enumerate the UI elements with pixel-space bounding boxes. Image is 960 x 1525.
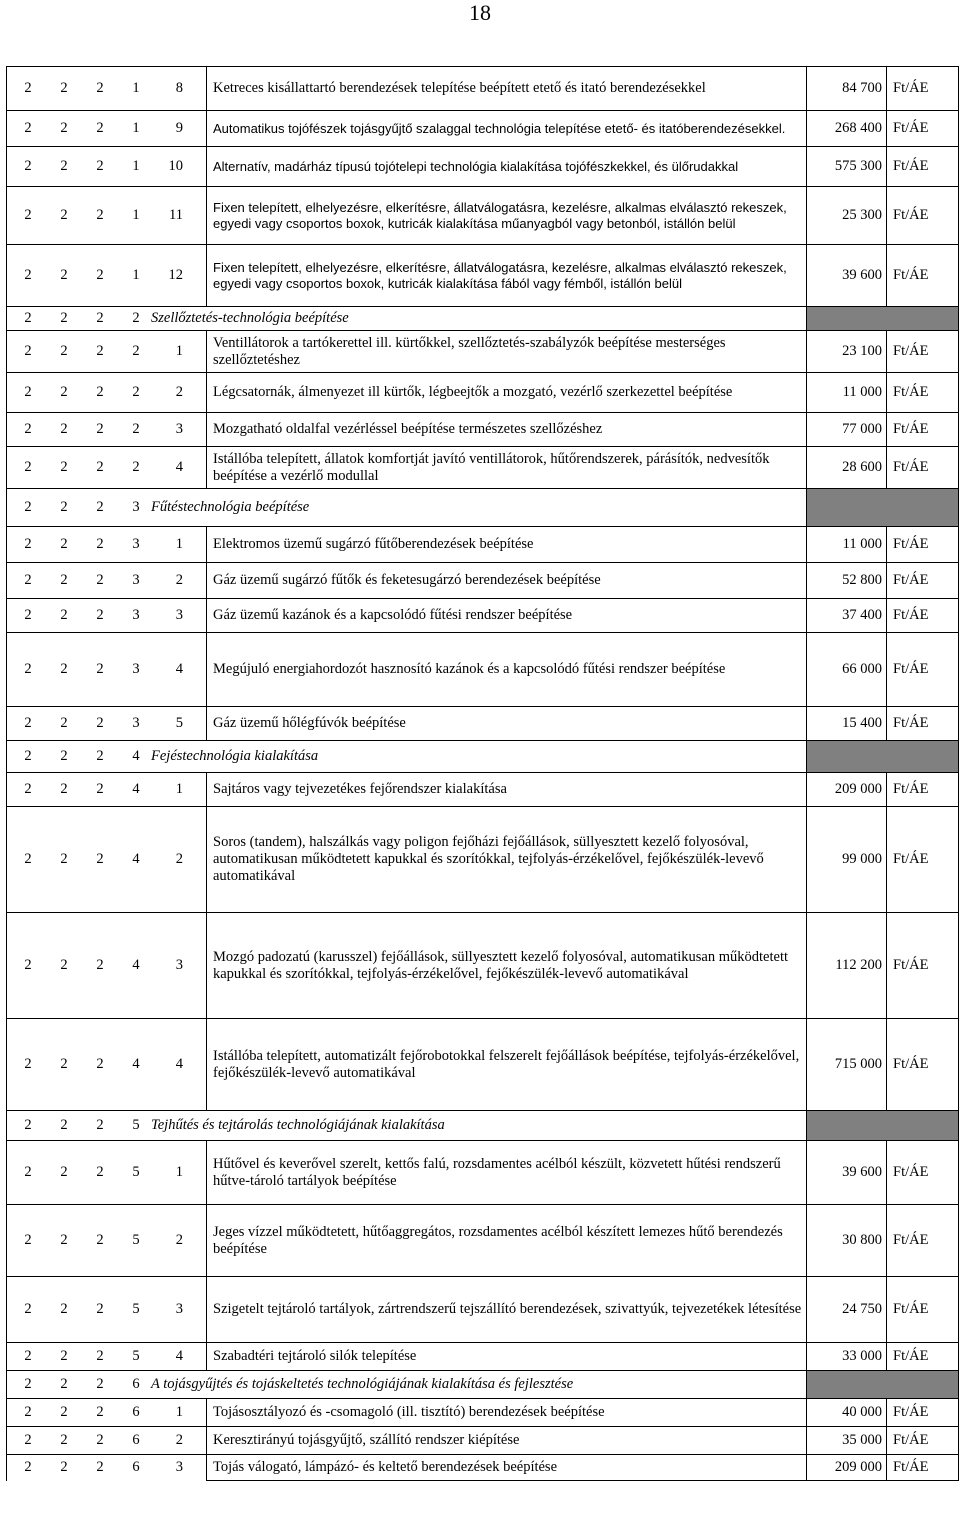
code-digit: 2 <box>60 421 68 437</box>
code-digit: 2 <box>60 1459 68 1476</box>
item-price: 11 000 <box>807 527 887 563</box>
code-digit: 6 <box>132 1459 140 1476</box>
code-digit: 2 <box>175 572 183 588</box>
code-cell <box>7 807 207 913</box>
code-digit: 1 <box>175 1404 183 1420</box>
item-unit: Ft/ÁE <box>887 1019 959 1111</box>
code-digit: 11 <box>169 207 183 223</box>
section-header <box>7 1371 807 1399</box>
code-digit: 2 <box>175 384 183 400</box>
code-digit: 2 <box>60 957 68 973</box>
code-cell <box>7 67 207 111</box>
item-price: 23 100 <box>807 331 887 373</box>
item-description: Hűtővel és keverővel szerelt, kettős falú, rozsdamentes acélból készült, közvetett hűtési rendszerű hűtve-tároló tartályok beépítése <box>207 1141 807 1205</box>
table-row <box>7 599 959 633</box>
code-cell <box>7 633 207 707</box>
code-digit: 6 <box>132 1432 140 1448</box>
item-description: Jeges vízzel működtetett, hűtőaggregátos, rozsdamentes acélból készített lemezes hűtő berendezés beépítése <box>207 1205 807 1277</box>
table-row <box>7 67 959 111</box>
code-digit: 2 <box>60 1232 68 1248</box>
item-unit: Ft/ÁE <box>887 913 959 1019</box>
code-cell <box>7 111 207 147</box>
code-digit: 2 <box>132 384 140 400</box>
code-digit: 5 <box>132 1117 140 1133</box>
code-cell <box>7 1019 207 1111</box>
item-description: Légcsatornák, álmenyezet ill kürtők, légbeejtők a mozgató, vezérlő szerkezettel beépítése <box>207 373 807 413</box>
code-cell <box>7 447 207 489</box>
item-unit: Ft/ÁE <box>887 527 959 563</box>
section-shade <box>807 1111 959 1141</box>
code-digit: 2 <box>60 781 68 797</box>
item-unit: Ft/ÁE <box>887 563 959 599</box>
table-row <box>7 1141 959 1205</box>
code-digit: 2 <box>24 1164 32 1180</box>
table-row <box>7 447 959 489</box>
code-digit: 2 <box>96 158 104 174</box>
code-digit: 2 <box>24 1232 32 1248</box>
code-digit: 2 <box>96 310 104 326</box>
item-description: Fixen telepített, elhelyezésre, elkerítésre, állatválogatásra, kezelésre, alkalmas elválasztó rekeszek, egyedi vagy csoportos boxok, kutricák kialakítása műanyagból vagy betonból, istállón belül <box>207 187 807 245</box>
code-digit: 3 <box>175 607 183 623</box>
code-digit: 4 <box>175 661 183 677</box>
code-digit: 2 <box>175 851 183 867</box>
item-price: 24 750 <box>807 1277 887 1343</box>
table-row <box>7 527 959 563</box>
item-price: 39 600 <box>807 245 887 307</box>
code-digit: 2 <box>96 1459 104 1476</box>
code-digit: 2 <box>60 80 68 96</box>
code-digit: 2 <box>24 748 32 764</box>
code-digit: 2 <box>24 343 32 359</box>
section-shade <box>807 1371 959 1399</box>
code-cell <box>7 331 207 373</box>
item-unit: Ft/ÁE <box>887 707 959 741</box>
code-digit: 12 <box>168 267 183 283</box>
code-digit: 4 <box>175 1348 183 1364</box>
code-digit: 2 <box>96 1164 104 1180</box>
code-digit: 1 <box>132 120 140 136</box>
code-digit: 4 <box>132 748 140 764</box>
code-cell <box>7 1205 207 1277</box>
code-digit: 2 <box>24 499 32 515</box>
table-row <box>7 245 959 307</box>
code-digit: 2 <box>60 343 68 359</box>
item-unit: Ft/ÁE <box>887 373 959 413</box>
code-digit: 2 <box>24 1117 32 1133</box>
code-digit: 6 <box>132 1404 140 1420</box>
section-row <box>7 1371 959 1399</box>
code-digit: 4 <box>175 459 183 475</box>
code-digit: 2 <box>96 1301 104 1317</box>
code-cell <box>7 245 207 307</box>
table-row <box>7 1205 959 1277</box>
table-row <box>7 633 959 707</box>
code-digit: 4 <box>132 1056 140 1072</box>
code-digit: 2 <box>96 1348 104 1364</box>
table-row <box>7 111 959 147</box>
section-header <box>7 741 807 773</box>
item-price: 37 400 <box>807 599 887 633</box>
code-digit: 1 <box>132 207 140 223</box>
item-unit: Ft/ÁE <box>887 1399 959 1427</box>
item-description: Mozgatható oldalfal vezérléssel beépítése természetes szellőzéshez <box>207 413 807 447</box>
code-digit: 2 <box>60 459 68 475</box>
code-digit: 1 <box>132 80 140 96</box>
code-digit: 2 <box>24 459 32 475</box>
item-price: 52 800 <box>807 563 887 599</box>
item-description: Megújuló energiahordozót hasznosító kazánok és a kapcsolódó fűtési rendszer beépítése <box>207 633 807 707</box>
code-digit: 2 <box>96 715 104 731</box>
table-row <box>7 913 959 1019</box>
code-digit: 2 <box>24 207 32 223</box>
item-description: Automatikus tojófészek tojásgyűjtő szalaggal technológia telepítése etető- és itatóberendezésekkel. <box>207 111 807 147</box>
code-digit: 2 <box>24 1432 32 1448</box>
code-digit: 4 <box>175 1056 183 1072</box>
code-digit: 2 <box>24 1348 32 1364</box>
item-price: 25 300 <box>807 187 887 245</box>
code-digit: 2 <box>24 661 32 677</box>
code-digit: 2 <box>60 158 68 174</box>
code-cell <box>7 1455 207 1481</box>
item-price: 77 000 <box>807 413 887 447</box>
code-digit: 2 <box>60 267 68 283</box>
table-row <box>7 807 959 913</box>
code-cell <box>7 707 207 741</box>
section-title: Fűtéstechnológia beépítése <box>151 499 310 515</box>
item-unit: Ft/ÁE <box>887 111 959 147</box>
section-row <box>7 741 959 773</box>
code-digit: 2 <box>24 781 32 797</box>
table-row <box>7 373 959 413</box>
item-unit: Ft/ÁE <box>887 1141 959 1205</box>
code-digit: 2 <box>24 851 32 867</box>
table-row <box>7 1455 959 1481</box>
code-cell <box>7 147 207 187</box>
item-unit: Ft/ÁE <box>887 1455 959 1481</box>
item-price: 112 200 <box>807 913 887 1019</box>
item-description: Sajtáros vagy tejvezetékes fejőrendszer kialakítása <box>207 773 807 807</box>
code-digit: 2 <box>60 1348 68 1364</box>
section-header <box>7 1111 807 1141</box>
item-unit: Ft/ÁE <box>887 1277 959 1343</box>
code-digit: 6 <box>132 1376 140 1392</box>
code-digit: 2 <box>24 607 32 623</box>
code-digit: 2 <box>24 1056 32 1072</box>
table-row <box>7 331 959 373</box>
code-digit: 2 <box>60 499 68 515</box>
code-digit: 2 <box>24 80 32 96</box>
code-digit: 2 <box>96 957 104 973</box>
section-title: Fejéstechnológia kialakítása <box>151 748 319 764</box>
code-digit: 2 <box>24 957 32 973</box>
section-title: Tejhűtés és tejtárolás technológiájának kialakítása <box>151 1117 445 1133</box>
code-digit: 3 <box>132 536 140 552</box>
code-digit: 1 <box>132 267 140 283</box>
code-digit: 2 <box>24 267 32 283</box>
code-digit: 2 <box>96 421 104 437</box>
code-digit: 2 <box>60 1432 68 1448</box>
code-digit: 5 <box>132 1232 140 1248</box>
code-cell <box>7 563 207 599</box>
code-digit: 5 <box>132 1348 140 1364</box>
code-digit: 2 <box>60 1376 68 1392</box>
item-price: 99 000 <box>807 807 887 913</box>
item-price: 30 800 <box>807 1205 887 1277</box>
code-cell <box>7 599 207 633</box>
code-cell <box>7 187 207 245</box>
code-digit: 2 <box>96 781 104 797</box>
price-table <box>6 66 959 1481</box>
item-description: Soros (tandem), halszálkás vagy poligon fejőházi fejőállások, süllyesztett kezelő folyosóval, automatikusan működtetett kapukkal és szorítókkal, tejfolyás-érzékelővel, fejőkészülék-levevő automatikával <box>207 807 807 913</box>
code-digit: 2 <box>60 1056 68 1072</box>
code-cell <box>7 1399 207 1427</box>
code-digit: 2 <box>96 748 104 764</box>
item-price: 209 000 <box>807 1455 887 1481</box>
section-title: Szellőztetés-technológia beépítése <box>151 310 349 326</box>
table-row <box>7 1019 959 1111</box>
code-digit: 2 <box>60 748 68 764</box>
code-digit: 2 <box>96 661 104 677</box>
code-cell <box>7 1427 207 1455</box>
table-row <box>7 1277 959 1343</box>
code-cell <box>7 773 207 807</box>
item-description: Szigetelt tejtároló tartályok, zártrendszerű tejszállító berendezések, szivattyúk, tejvezetékek létesítése <box>207 1277 807 1343</box>
item-description: Ketreces kisállattartó berendezések telepítése beépített etető és itató berendezésekkel <box>207 67 807 111</box>
code-digit: 2 <box>175 1432 183 1448</box>
section-shade <box>807 741 959 773</box>
code-digit: 2 <box>60 661 68 677</box>
code-cell <box>7 373 207 413</box>
code-digit: 2 <box>60 1301 68 1317</box>
item-unit: Ft/ÁE <box>887 67 959 111</box>
item-price: 11 000 <box>807 373 887 413</box>
code-cell <box>7 1277 207 1343</box>
code-digit: 3 <box>175 421 183 437</box>
code-digit: 1 <box>175 536 183 552</box>
item-price: 84 700 <box>807 67 887 111</box>
table-row <box>7 707 959 741</box>
code-digit: 1 <box>175 1164 183 1180</box>
section-row <box>7 307 959 331</box>
section-row <box>7 1111 959 1141</box>
code-digit: 2 <box>24 715 32 731</box>
table-row <box>7 413 959 447</box>
item-description: Tojás válogató, lámpázó- és keltető berendezések beépítése <box>207 1455 807 1481</box>
item-unit: Ft/ÁE <box>887 807 959 913</box>
code-digit: 2 <box>60 1404 68 1420</box>
code-digit: 2 <box>60 1164 68 1180</box>
item-unit: Ft/ÁE <box>887 1343 959 1371</box>
code-digit: 2 <box>132 459 140 475</box>
code-digit: 2 <box>132 310 140 326</box>
section-title: A tojásgyűjtés és tojáskeltetés technológiájának kialakítása és fejlesztése <box>151 1376 574 1392</box>
item-unit: Ft/ÁE <box>887 447 959 489</box>
code-digit: 2 <box>60 310 68 326</box>
code-digit: 2 <box>24 310 32 326</box>
item-description: Keresztirányú tojásgyűjtő, szállító rendszer kiépítése <box>207 1427 807 1455</box>
item-description: Fixen telepített, elhelyezésre, elkerítésre, állatválogatásra, kezelésre, alkalmas elválasztó rekeszek, egyedi vagy csoportos boxok, kutricák kialakítása fából vagy fémből, istállón belül <box>207 245 807 307</box>
item-description: Alternatív, madárház típusú tojótelepi technológia kialakítása tojófészkekkel, és ülőrudakkal <box>207 147 807 187</box>
table-row <box>7 563 959 599</box>
table-row <box>7 773 959 807</box>
code-digit: 2 <box>60 384 68 400</box>
code-digit: 2 <box>96 459 104 475</box>
code-digit: 2 <box>96 120 104 136</box>
code-digit: 2 <box>24 536 32 552</box>
code-digit: 3 <box>175 1459 183 1476</box>
item-price: 209 000 <box>807 773 887 807</box>
code-digit: 2 <box>132 343 140 359</box>
section-shade <box>807 307 959 331</box>
item-price: 66 000 <box>807 633 887 707</box>
code-digit: 2 <box>96 207 104 223</box>
code-digit: 1 <box>175 781 183 797</box>
item-unit: Ft/ÁE <box>887 331 959 373</box>
item-price: 40 000 <box>807 1399 887 1427</box>
code-digit: 3 <box>175 1301 183 1317</box>
item-unit: Ft/ÁE <box>887 413 959 447</box>
code-digit: 1 <box>175 343 183 359</box>
code-digit: 9 <box>175 120 183 136</box>
code-cell <box>7 1141 207 1205</box>
code-digit: 2 <box>24 1376 32 1392</box>
table-row <box>7 1343 959 1371</box>
item-unit: Ft/ÁE <box>887 599 959 633</box>
item-unit: Ft/ÁE <box>887 245 959 307</box>
item-description: Mozgó padozatú (karusszel) fejőállások, süllyesztett kezelő folyosóval, automatikusan működtetett kapukkal és szorítókkal, tejfolyás-érzékelővel, fejőkészülék-levevő automatikával <box>207 913 807 1019</box>
code-digit: 2 <box>96 384 104 400</box>
code-cell <box>7 913 207 1019</box>
item-unit: Ft/ÁE <box>887 147 959 187</box>
code-digit: 2 <box>96 267 104 283</box>
table-row <box>7 1399 959 1427</box>
code-digit: 2 <box>24 572 32 588</box>
code-cell <box>7 1343 207 1371</box>
code-digit: 2 <box>24 1459 32 1476</box>
code-digit: 2 <box>96 1432 104 1448</box>
code-digit: 2 <box>96 607 104 623</box>
item-price: 33 000 <box>807 1343 887 1371</box>
code-digit: 2 <box>132 421 140 437</box>
section-header <box>7 489 807 527</box>
item-description: Gáz üzemű hőlégfúvók beépítése <box>207 707 807 741</box>
item-description: Gáz üzemű kazánok és a kapcsolódó fűtési rendszer beépítése <box>207 599 807 633</box>
code-digit: 3 <box>132 572 140 588</box>
item-price: 15 400 <box>807 707 887 741</box>
code-digit: 5 <box>132 1164 140 1180</box>
code-digit: 2 <box>96 343 104 359</box>
item-price: 28 600 <box>807 447 887 489</box>
section-header <box>7 307 807 331</box>
item-unit: Ft/ÁE <box>887 1427 959 1455</box>
code-digit: 5 <box>175 715 183 731</box>
code-digit: 2 <box>96 536 104 552</box>
code-cell <box>7 527 207 563</box>
code-digit: 10 <box>168 158 183 174</box>
item-unit: Ft/ÁE <box>887 187 959 245</box>
code-digit: 2 <box>96 1376 104 1392</box>
item-price: 35 000 <box>807 1427 887 1455</box>
code-cell <box>7 413 207 447</box>
code-digit: 2 <box>24 158 32 174</box>
price-table-body <box>7 67 959 1481</box>
item-description: Istállóba telepített, automatizált fejőrobotokkal felszerelt fejőállások beépítése, tejfolyás-érzékelővel, fejőkészülék-levevő automatikával <box>207 1019 807 1111</box>
code-digit: 2 <box>60 120 68 136</box>
table-row <box>7 1427 959 1455</box>
code-digit: 2 <box>60 607 68 623</box>
item-description: Gáz üzemű sugárzó fűtők és feketesugárzó berendezések beépítése <box>207 563 807 599</box>
code-digit: 3 <box>175 957 183 973</box>
code-digit: 4 <box>132 957 140 973</box>
code-digit: 1 <box>132 158 140 174</box>
code-digit: 2 <box>24 1301 32 1317</box>
section-shade <box>807 489 959 527</box>
code-digit: 2 <box>96 851 104 867</box>
code-digit: 2 <box>24 421 32 437</box>
code-digit: 2 <box>24 120 32 136</box>
item-description: Elektromos üzemű sugárzó fűtőberendezések beépítése <box>207 527 807 563</box>
code-digit: 4 <box>132 851 140 867</box>
code-digit: 4 <box>132 781 140 797</box>
item-description: Istállóba telepített, állatok komfortját javító ventillátorok, hűtőrendszerek, párásítók, nedvesítők beépítése a vezérlő modullal <box>207 447 807 489</box>
code-digit: 8 <box>175 80 183 96</box>
table-row <box>7 187 959 245</box>
item-price: 39 600 <box>807 1141 887 1205</box>
code-digit: 2 <box>60 572 68 588</box>
code-digit: 2 <box>60 536 68 552</box>
code-digit: 3 <box>132 661 140 677</box>
item-unit: Ft/ÁE <box>887 1205 959 1277</box>
item-description: Ventillátorok a tartókerettel ill. kürtőkkel, szellőztetés-szabályzók beépítése mesterséges szellőztetéshez <box>207 331 807 373</box>
code-digit: 2 <box>60 1117 68 1133</box>
code-digit: 2 <box>175 1232 183 1248</box>
section-row <box>7 489 959 527</box>
code-digit: 2 <box>24 1404 32 1420</box>
code-digit: 2 <box>60 207 68 223</box>
code-digit: 2 <box>96 1056 104 1072</box>
code-digit: 2 <box>96 1232 104 1248</box>
item-price: 268 400 <box>807 111 887 147</box>
item-price: 575 300 <box>807 147 887 187</box>
code-digit: 2 <box>96 572 104 588</box>
code-digit: 3 <box>132 715 140 731</box>
item-description: Tojásosztályozó és -csomagoló (ill. tisztító) berendezések beépítése <box>207 1399 807 1427</box>
code-digit: 2 <box>96 499 104 515</box>
code-digit: 2 <box>96 1117 104 1133</box>
code-digit: 2 <box>60 851 68 867</box>
table-row <box>7 147 959 187</box>
code-digit: 2 <box>96 1404 104 1420</box>
item-unit: Ft/ÁE <box>887 633 959 707</box>
code-digit: 2 <box>24 384 32 400</box>
code-digit: 2 <box>60 715 68 731</box>
page-number: 18 <box>469 0 491 25</box>
item-price: 715 000 <box>807 1019 887 1111</box>
code-digit: 3 <box>132 499 140 515</box>
code-digit: 5 <box>132 1301 140 1317</box>
code-digit: 2 <box>96 80 104 96</box>
item-description: Szabadtéri tejtároló silók telepítése <box>207 1343 807 1371</box>
code-digit: 3 <box>132 607 140 623</box>
item-unit: Ft/ÁE <box>887 773 959 807</box>
